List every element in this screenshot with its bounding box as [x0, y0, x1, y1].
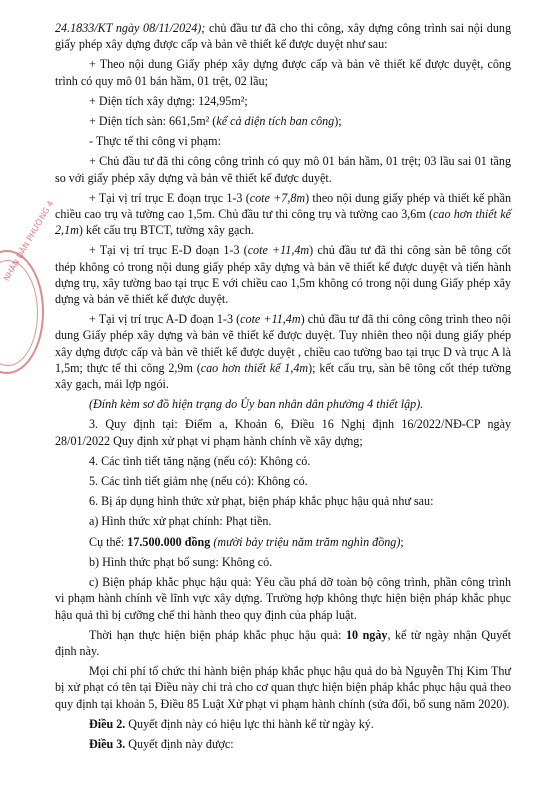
attachment-note: (Đính kèm sơ đồ hiện trạng do Ủy ban nhân dân phường 4 thiết lập).	[89, 397, 424, 412]
axis-ad-a: + Tại vị trí trục A-D đoạn 1-3 (	[89, 312, 241, 327]
floor-area-text: + Diện tích sàn: 661,5m² (	[89, 114, 217, 129]
paragraph-axis-ad	[55, 311, 511, 392]
paragraph-costs: Mọi chi phí tổ chức thi hành biện pháp khắc phục hậu quả do bà Nguyễn Thị Kim Thư bị xử phạt có tên tại Điều này chi trả cho cơ quan thực hiện biện pháp khắc phục hậu quả theo quy định tại khoản 5, Điều 85 Luật Xử phạt vi phạm hành chính (sửa đổi, bổ sung năm 2020).	[55, 664, 511, 711]
paragraph-axis-ed	[55, 242, 511, 307]
paragraph-main-penalty: a) Hình thức xử phạt chính: Phạt tiền.	[89, 514, 272, 529]
axis-ad-cote: cote +11,4m	[240, 312, 301, 327]
fine-words: (mười bảy triệu năm trăm nghìn đồng)	[210, 534, 401, 549]
axis-e-cote: cote +7,8m	[249, 190, 306, 205]
red-stamp	[0, 199, 56, 374]
paragraph-attachment	[55, 396, 511, 412]
paragraph-article-3	[55, 736, 511, 752]
axis-e-b: ) theo nội dung giấy phép và thiết kế phần chiều cao trụ và tường cao 1,5m. Chủ đầu tư thi công trụ và tường cao 3,6m (	[55, 190, 511, 222]
paragraph-article-2	[55, 716, 511, 732]
ref-number: 24.1833/KT ngày 08/11/2024);	[55, 21, 206, 35]
paragraph-regulation: 3. Quy định tại: Điểm a, Khoản 6, Điều 16 Nghị định 16/2022/NĐ-CP ngày 28/01/2022 Quy định xử phạt vi phạm hành chính về xây dựng;	[55, 417, 511, 448]
paragraph-axis-e	[55, 190, 511, 239]
intro-text: chủ đầu tư đã cho thi công, xây dựng công trình sai nội dung giấy phép xây dựng được cấp và bản vẽ thiết kế được duyệt như sau:	[55, 21, 511, 52]
fine-amount: 17.500.000 đồng	[127, 534, 211, 549]
article-2-label: Điều 2.	[89, 716, 126, 731]
axis-ad-note: cao hơn thiết kế 1,4m	[200, 360, 309, 375]
paragraph-aggravating: 4. Các tình tiết tăng nặng (nếu có): Không có.	[89, 453, 311, 468]
floor-area-note: kể cả diện tích ban công	[216, 114, 335, 129]
paragraph-build-area: + Diện tích xây dựng: 124,95m²;	[89, 93, 248, 108]
deadline-end: , kể từ ngày nhận Quyết định này.	[55, 627, 511, 658]
fine-label: Cụ thể:	[89, 534, 128, 549]
paragraph-actual-scope: + Chủ đầu tư đã thi công công trình có quy mô 01 bán hầm, 01 trệt; 03 lầu sai 01 tầng so với giấy phép xây dựng và bản vẽ thiết kế được duyệt.	[55, 154, 511, 185]
paragraph-remedy: c) Biện pháp khắc phục hậu quả: Yêu cầu phá dỡ toàn bộ công trình, phần công trình vi phạm hành chính về lĩnh vực xây dựng. Trường hợp không thực hiện biện pháp khắc phục hậu quả thì bị cưỡng chế thi hành theo quy định của pháp luật.	[55, 575, 511, 622]
paragraph-intro	[55, 20, 511, 52]
deadline-text: Thời hạn thực hiện biện pháp khắc phục hậu quả:	[89, 627, 346, 642]
axis-e-note: cao hơn thiết kế 2,1m	[55, 207, 511, 238]
floor-area-end: );	[334, 114, 342, 129]
paragraph-penalty-form: 6. Bị áp dụng hình thức xử phạt, biện pháp khắc phục hậu quả như sau:	[89, 494, 434, 509]
paragraph-deadline	[55, 627, 511, 659]
article-3-label: Điều 3.	[89, 736, 126, 751]
paragraph-mitigating: 5. Các tình tiết giảm nhẹ (nếu có): Không có.	[89, 474, 308, 489]
paragraph-actual-heading: - Thực tế thi công vi phạm:	[89, 134, 221, 149]
fine-end: ;	[400, 534, 404, 549]
axis-ed-b: ) chủ đầu tư đã thi công sàn bê tông cốt thép không có trong nội dung giấy phép xây dựng và bản vẽ thiết kế được duyệt và tiến hành dựng trụ, xây tường bao tại trục E với chiều cao 1,5m không có trong nội dung Giấy phép xây dựng và bản vẽ thiết kế được duyệt.	[55, 243, 511, 307]
article-2-text: Quyết định này có hiệu lực thi hành kể từ ngày ký.	[125, 716, 374, 731]
axis-ed-cote: cote +11,4m	[247, 243, 310, 258]
deadline-days: 10 ngày	[345, 627, 388, 642]
axis-ad-c: ); kết cấu trụ, sàn bê tông cốt thép tường xây gạch, mái lợp ngói.	[55, 360, 512, 392]
paragraph-floor-area	[55, 113, 511, 129]
article-3-text: Quyết định này được:	[125, 736, 234, 751]
stamp-text: NHÂN DÂN PHƯỜNG 4	[2, 199, 56, 283]
paragraph-permit-scope: + Theo nội dung Giấy phép xây dựng được cấp và bản vẽ thiết kế được duyệt, công trình có quy mô 01 bán hầm, 01 trệt, 02 lầu;	[55, 57, 511, 88]
axis-e-c: ) kết cấu trụ BTCT, tường xây gạch.	[78, 223, 254, 238]
paragraph-additional-penalty: b) Hình thức phạt bổ sung: Không có.	[89, 554, 273, 569]
document-body	[55, 20, 511, 752]
axis-e-a: + Tại vị trí trục E đoạn trục 1-3 (	[89, 190, 250, 205]
axis-ad-b: ) chủ đầu tư đã thi công công trình theo nội dung Giấy phép xây dựng và bản vẽ thiết kế được duyệt. Tuy nhiên theo nội dung giấy phép xây dựng được cấp và bản vẽ thiết kế được duyệt , chiều cao tường bao tại trục D và trục A là 1,5m; thực tế thi công 2,9m (	[55, 312, 512, 375]
paragraph-fine-amount	[55, 534, 511, 550]
axis-ed-a: + Tại vị trí trục E-D đoạn 1-3 (	[89, 243, 248, 258]
